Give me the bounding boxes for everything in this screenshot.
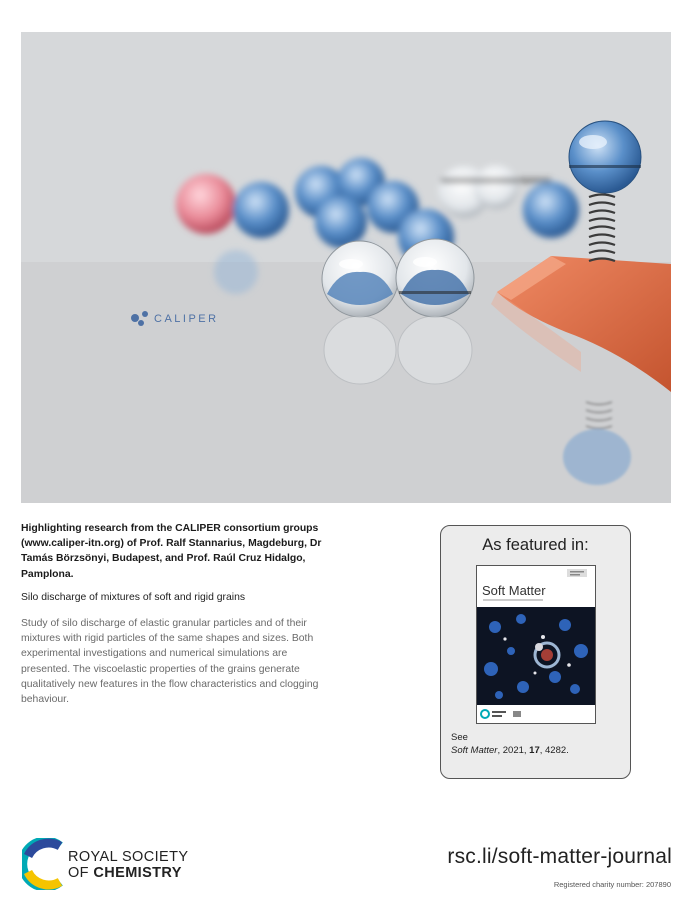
rsc-line2-prefix: OF — [68, 865, 94, 881]
cover-header-mark — [477, 566, 595, 582]
cover-footer-logo — [477, 705, 595, 723]
citation[interactable] — [451, 745, 569, 756]
hero-photo — [21, 32, 671, 503]
cover-subtitle-line — [483, 599, 543, 601]
article-title: Silo discharge of mixtures of soft and rigid grains — [21, 592, 246, 603]
citation-year: , 2021, — [497, 745, 530, 756]
citation-journal: Soft Matter — [451, 745, 498, 756]
rsc-line1: ROYAL SOCIETY — [68, 849, 189, 865]
article-abstract: Study of silo discharge of elastic granular particles and of their mixtures with rigid particles of the same shapes and sizes. Both experimental investigations and numerical simulations are presented. The viscoelastic properties of the grains generate qualitatively new features in the flow characteristics and clogging behaviour. — [21, 618, 319, 706]
cover-journal-title: Soft Matter — [482, 583, 546, 598]
rsc-logo-icon[interactable] — [22, 838, 64, 890]
cover-artwork — [477, 607, 595, 705]
journal-cover[interactable] — [476, 565, 596, 724]
charity-number: Registered charity number: 207890 — [553, 880, 671, 889]
citation-pages: , 4282. — [539, 745, 569, 756]
hero-illustration — [21, 32, 671, 503]
featured-heading: As featured in: — [482, 536, 589, 554]
svg-text:CALIPER: CALIPER — [154, 313, 219, 325]
featured-in-card[interactable] — [440, 525, 631, 779]
rsc-line2-bold: CHEMISTRY — [93, 865, 182, 881]
see-label: See — [451, 732, 468, 743]
research-highlight-text: Highlighting research from the CALIPER consortium groups (www.caliper-itn.org) of Prof. Ralf Stannarius, Magdeburg, Dr Tamás Börzsönyi, Budapest, and Prof. Raúl Cruz Hidalgo, Pamplona. — [21, 523, 322, 580]
citation-volume: 17 — [529, 745, 540, 756]
journal-url-link[interactable]: rsc.li/soft-matter-journal — [447, 845, 672, 868]
rsc-wordmark[interactable] — [68, 849, 188, 881]
